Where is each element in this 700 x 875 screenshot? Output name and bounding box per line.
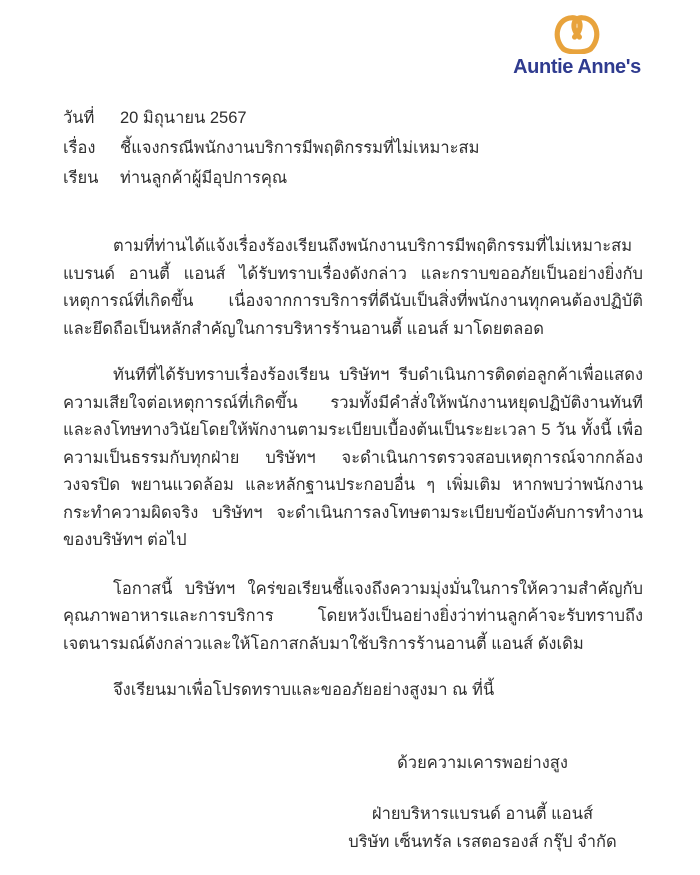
date-value: 20 มิถุนายน 2567 bbox=[120, 109, 247, 127]
date-label: วันที่ bbox=[63, 109, 95, 127]
subject-row bbox=[63, 133, 643, 163]
signature-respect-line: ด้วยความเคารพอย่างสูง bbox=[397, 754, 568, 772]
signature-department: ฝ่ายบริหารแบรนด์ อานตี้ แอนส์ bbox=[371, 804, 594, 823]
paragraph-commitment: โอกาสนี้ บริษัทฯ ใคร่ขอเรียนชี้แจงถึงความมุ่งมั่นในการให้ความสำคัญกับคุณภาพอาหารและการบริการ โดยหวังเป็นอย่างยิ่งว่าท่านลูกค้าจะรับทราบถึงเจตนารมณ์ดังกล่าวและให้โอกาสกลับมาใช้บริการร้านอานตี้ แอนส์ ดังเดิม bbox=[63, 579, 643, 653]
recipient-row bbox=[63, 163, 643, 193]
signature-block bbox=[320, 750, 645, 856]
paragraph-acknowledgement: ตามที่ท่านได้แจ้งเรื่องร้องเรียนถึงพนักงานบริการมีพฤติกรรมที่ไม่เหมาะสม แบรนด์ อานตี้ แอนส์ ได้รับทราบเรื่องดังกล่าว และกราบขออภัยเป็นอย่างยิ่งกับเหตุการณ์ที่เกิดขึ้น เนื่องจากการบริการที่ดีนับเป็นสิ่งที่พนักงานทุกคนต้องปฏิบัติ และยึดถือเป็นหลักสำคัญในการบริหารร้านอานตี้ แอนส์ มาโดยตลอด bbox=[63, 237, 643, 338]
date-row bbox=[63, 103, 643, 133]
subject-value: ชี้แจงกรณีพนักงานบริการมีพฤติกรรมที่ไม่เหมาะสม bbox=[120, 139, 480, 157]
brand-name: Auntie Anne's bbox=[513, 56, 641, 78]
paragraph-actions-taken: ทันทีที่ได้รับทราบเรื่องร้องเรียน บริษัทฯ รีบดำเนินการติดต่อลูกค้าเพื่อแสดงความเสียใจต่อเหตุการณ์ที่เกิดขึ้น รวมทั้งมีคำสั่งให้พนักงานหยุดปฏิบัติงานทันที และลงโทษทางวินัยโดยให้พักงานตามระเบียบเบื้องต้นเป็นระยะเวลา 5 วัน ทั้งนี้ เพื่อความเป็นธรรมกับทุกฝ่าย บริษัทฯ จะดำเนินการตรวจสอบเหตุการณ์จากกล้องวงจรปิด พยานแวดล้อม และหลักฐานประกอบอื่น ๆ เพิ่มเติม หากพบว่าพนักงานกระทำความผิดจริง บริษัทฯ จะดำเนินการลงโทษตามระเบียบข้อบังคับการทำงานของบริษัทฯ ต่อไป bbox=[63, 366, 643, 549]
letter-content bbox=[63, 103, 643, 705]
recipient-value: ท่านลูกค้าผู้มีอุปการคุณ bbox=[120, 169, 288, 187]
brand-logo bbox=[502, 12, 652, 79]
signature-company: บริษัท เซ็นทรัล เรสตอรองส์ กรุ๊ป จำกัด bbox=[348, 832, 617, 851]
subject-label: เรื่อง bbox=[63, 139, 96, 157]
pretzel-icon bbox=[553, 12, 601, 54]
recipient-label: เรียน bbox=[63, 169, 99, 187]
closing-line: จึงเรียนมาเพื่อโปรดทราบและขออภัยอย่างสูงมา ณ ที่นี้ bbox=[113, 681, 495, 699]
